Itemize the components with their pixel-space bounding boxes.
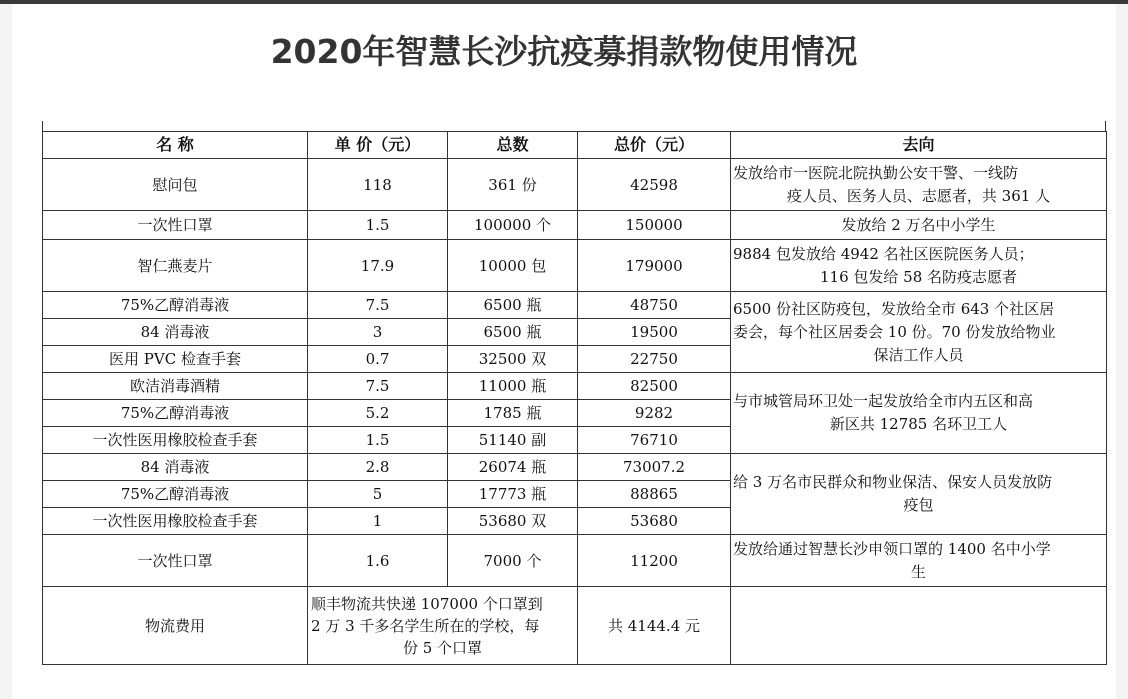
cell-qty: 53680 双 [448,508,578,535]
cell-qty: 26074 瓶 [448,454,578,481]
cell-total: 53680 [578,508,731,535]
cell-total: 150000 [578,211,731,240]
cell-name: 一次性口罩 [43,211,308,240]
cell-name: 医用 PVC 检查手套 [43,346,308,373]
cell-unit-price: 1.6 [308,535,448,587]
cell-qty: 17773 瓶 [448,481,578,508]
destination-line: 新区共 12785 名环卫工人 [829,415,1008,433]
cell-unit-price: 5.2 [308,400,448,427]
cell-unit-price: 3 [308,319,448,346]
destination-line: 与市城管局环卫处一起发放给全市内五区和高 [733,392,1034,410]
cell-unit-price: 17.9 [308,240,448,292]
cell-name: 欧洁消毒酒精 [43,373,308,400]
cell-total: 共 4144.4 元 [578,587,731,665]
cell-destination [731,454,1107,535]
cell-name: 一次性医用橡胶检查手套 [43,508,308,535]
cell-total: 9282 [578,400,731,427]
cell-name: 一次性医用橡胶检查手套 [43,427,308,454]
cell-name: 智仁燕麦片 [43,240,308,292]
cell-unit-price: 118 [308,159,448,211]
table-row [43,454,1107,481]
cell-unit-price: 2.8 [308,454,448,481]
cell-qty: 32500 双 [448,346,578,373]
donation-table [42,131,1107,665]
cell-qty: 100000 个 [448,211,578,240]
destination-line: 发放给通过智慧长沙申领口罩的 1400 名中小学 [733,539,1051,558]
cell-name: 慰问包 [43,159,308,211]
header-unit-price: 单 价（元） [308,132,448,159]
header-destination: 去向 [731,132,1107,159]
table-row [43,211,1107,240]
note-line: 2 万 3 千多名学生所在的学校，每 [311,616,540,635]
cell-qty: 10000 包 [448,240,578,292]
cell-name: 物流费用 [43,587,308,665]
cell-total: 19500 [578,319,731,346]
document-page [12,4,1116,699]
cell-destination [731,240,1107,292]
header-name: 名 称 [43,132,308,159]
cell-qty: 11000 瓶 [448,373,578,400]
cell-unit-price: 1.5 [308,427,448,454]
cell-total: 42598 [578,159,731,211]
cell-unit-price: 1.5 [308,211,448,240]
cell-destination [731,587,1107,665]
cell-unit-price: 7.5 [308,373,448,400]
table-top-rule [42,121,1106,131]
cell-name: 75%乙醇消毒液 [43,292,308,319]
table-row [43,159,1107,211]
table-row [43,535,1107,587]
cell-destination [731,535,1107,587]
cell-total: 11200 [578,535,731,587]
cell-destination [731,159,1107,211]
cell-unit-price: 0.7 [308,346,448,373]
cell-unit-price: 7.5 [308,292,448,319]
destination-line: 6500 份社区防疫包，发放给全市 643 个社区居 [733,299,1055,318]
cell-name: 84 消毒液 [43,454,308,481]
cell-total: 22750 [578,346,731,373]
cell-total: 88865 [578,481,731,508]
cell-qty: 51140 副 [448,427,578,454]
table-row [43,292,1107,319]
table-row [43,373,1107,400]
cell-qty: 361 份 [448,159,578,211]
destination-line: 疫包 [903,496,934,514]
cell-qty: 6500 瓶 [448,292,578,319]
cell-unit-price: 1 [308,508,448,535]
page-title: 2020年智慧长沙抗疫募捐款物使用情况 [270,32,858,71]
destination-line: 疫人员、医务人员、志愿者，共 361 人 [786,186,1051,205]
cell-qty: 1785 瓶 [448,400,578,427]
cell-total: 82500 [578,373,731,400]
logistics-row [43,587,1107,665]
destination-line: 给 3 万名市民群众和物业保洁、保安人员发放防 [733,473,1053,491]
table-header-row [43,132,1107,159]
destination-line: 生 [910,562,926,581]
note-line: 顺丰物流共快递 107000 个口罩到 [311,594,543,613]
cell-total: 76710 [578,427,731,454]
destination-line: 116 包发给 58 名防疫志愿者 [819,267,1018,286]
cell-name: 一次性口罩 [43,535,308,587]
cell-name: 75%乙醇消毒液 [43,400,308,427]
destination-line: 委会，每个社区居委会 10 份。70 份发放给物业 [733,322,1056,341]
cell-qty: 6500 瓶 [448,319,578,346]
destination-line: 9884 包发放给 4942 名社区医院医务人员； [733,244,1034,263]
cell-unit-price: 5 [308,481,448,508]
cell-name: 75%乙醇消毒液 [43,481,308,508]
cell-destination [731,373,1107,454]
cell-logistics-note [308,587,578,665]
cell-total: 73007.2 [578,454,731,481]
cell-total: 179000 [578,240,731,292]
cell-qty: 7000 个 [448,535,578,587]
cell-name: 84 消毒液 [43,319,308,346]
cell-destination: 发放给 2 万名中小学生 [731,211,1107,240]
header-total-price: 总价（元） [578,132,731,159]
header-total-qty: 总数 [448,132,578,159]
cell-total: 48750 [578,292,731,319]
cell-destination [731,292,1107,373]
destination-line: 保洁工作人员 [873,345,964,364]
destination-line: 发放给市一医院北院执勤公安干警、一线防 [733,163,1019,182]
table-row [43,240,1107,292]
note-line: 份 5 个口罩 [402,638,483,657]
